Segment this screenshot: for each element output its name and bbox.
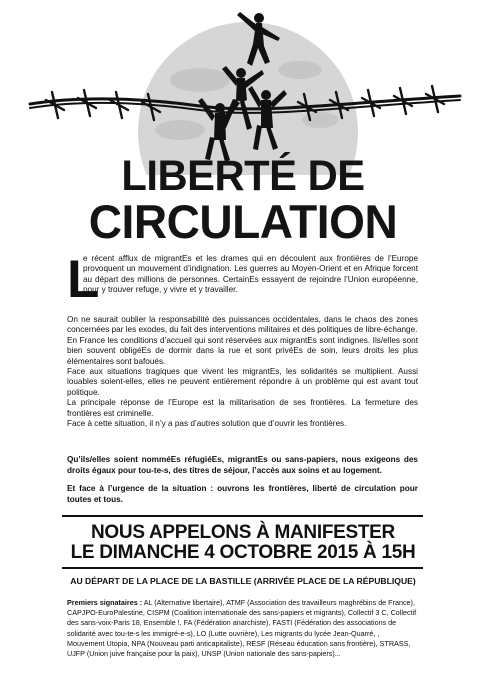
paragraph-conditions: En France les conditions d’accueil qui sont réservées aux migrantEs sont indignes. Ils/elles sont bien souvent obligéEs de dormir dans la rue et sont privéEs de soin, leurs droits les plus élémentaires sont bafoués. (67, 335, 418, 366)
poster-title-line2: CIRCULATION (88, 195, 398, 248)
demands-paragraph: Qu’ils/elles soient nomméEs réfugiéEs, migrantEs ou sans-papiers, nous exigeons des droits égaux pour tou-te-s, des titres de séjour, l’accès aux soins et au logement. (67, 455, 418, 475)
call-to-action-line1: NOUS APPELONS À MANIFESTER (91, 522, 395, 543)
body-paragraphs (67, 315, 418, 429)
barbed-wire-illustration (0, 0, 486, 175)
first-paragraph: e récent afflux de migrantEs et les drames qui en découlent aux frontières de l’Europe provoquent un mouvement d’indignation. Les guerres au Moyen-Orient et en Afrique forcent au départ des millions de personnes. CertainEs essayent de rejoindre l’Union européenne, pour y trouver refuge, y vivre et y travailler. (83, 254, 418, 295)
paragraph-open-borders: Face à cette situation, il n’y a pas d’autres solution que d’ouvrir les frontières. (67, 419, 347, 429)
signatories-list: AL (Alternative libertaire), ATMF (Association des travailleurs maghrébins de France), CAPJPO-EuroPalestine, CISPM (Coalition internationale des sans-papiers et migrants), Collectif 3 C, Collectif des sans-voix-Paris 18, Ensemble !, FA (Fédération anarchiste), FASTI (Fédération des associations de solidarité avec tou-te-s les immigré-e-s), LO (Lutte ouvrière), Les migrants du lycée Jean-Quarré, , Mouvement Utopia, NPA (Nouveau parti anticapitaliste), RESF (Réseau éducation sans frontière), STRASS, UJFP (Union juive française pour la paix), UNSP (Union nationale des sans-papiers)... (67, 598, 417, 659)
divider-bottom (62, 567, 423, 569)
paragraph-solidarity: Face aux situations tragiques que vivent les migrantEs, les solidarités se multiplient. Aussi louables soient-elles, elles ne peuvent entièrement répondre à un problème qui est avant tout politique. (67, 367, 418, 397)
paragraph-militarisation: La principale réponse de l’Europe est la militarisation de ses frontières. La fermeture des frontières est criminelle. (67, 398, 418, 418)
poster-title-line1: LIBERTÉ DE (121, 152, 365, 200)
signatories-label: Premiers signataires : (67, 598, 143, 607)
urgency-paragraph: Et face à l’urgence de la situation : ouvrons les frontières, liberté de circulation pour toutes et tous. (67, 484, 418, 504)
paragraph-responsibility: On ne saurait oublier la responsabilité des puissances occidentales, dans le chaos des zones concernées par les exodes, du fait des interventions militaires et des politiques de libre-échange. (67, 315, 418, 335)
drop-cap: L (67, 250, 100, 309)
signatories (67, 598, 418, 659)
call-to-action-line2: LE DIMANCHE 4 OCTOBRE 2015 À 15H (70, 542, 416, 563)
divider-top (62, 515, 423, 517)
start-location: AU DÉPART DE LA PLACE DE LA BASTILLE (ARRIVÉE PLACE DE LA RÉPUBLIQUE) (70, 576, 416, 586)
